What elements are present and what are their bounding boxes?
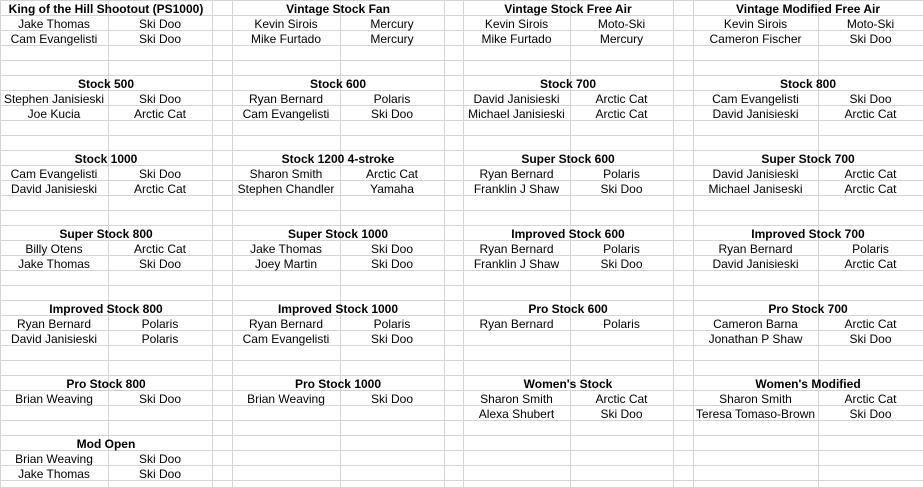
racer-name-cell[interactable]: Teresa Tomaso-Brown <box>695 407 816 421</box>
sled-make-cell[interactable]: Arctic Cat <box>844 107 897 121</box>
racer-name-cell[interactable]: Franklin J Shaw <box>473 257 560 271</box>
sled-make-cell[interactable]: Polaris <box>373 317 411 331</box>
sled-make-cell[interactable]: Ski Doo <box>370 107 414 121</box>
sled-make-cell[interactable]: Ski Doo <box>138 167 182 181</box>
sled-make-cell[interactable]: Arctic Cat <box>844 167 897 181</box>
class-title[interactable]: Stock 700 <box>539 77 597 91</box>
class-title[interactable]: Super Stock 1000 <box>287 227 389 241</box>
row-gridline <box>0 285 923 286</box>
sled-make-cell[interactable]: Ski Doo <box>138 392 182 406</box>
racer-name-cell[interactable]: Michael Janiseski <box>708 182 803 196</box>
racer-name-cell[interactable]: Brian Weaving <box>15 392 93 406</box>
racer-name-cell[interactable]: Ryan Bernard <box>479 242 554 256</box>
class-title[interactable]: Stock 500 <box>77 77 135 91</box>
sled-make-cell[interactable]: Mercury <box>370 17 414 31</box>
sled-make-cell[interactable]: Ski Doo <box>849 32 892 46</box>
racer-name-cell[interactable]: Jonathan P Shaw <box>708 332 803 346</box>
racer-name-cell[interactable]: Kevin Sirois <box>254 17 318 31</box>
sled-make-cell[interactable]: Arctic Cat <box>844 317 897 331</box>
class-title[interactable]: Improved Stock 1000 <box>277 302 399 316</box>
sled-make-cell[interactable]: Moto-Ski <box>846 17 895 31</box>
sled-make-cell[interactable]: Polaris <box>603 242 640 256</box>
sled-make-cell[interactable]: Polaris <box>603 167 640 181</box>
racer-name-cell[interactable]: Brian Weaving <box>15 452 93 466</box>
sled-make-cell[interactable]: Mercury <box>599 32 644 46</box>
row-gridline <box>0 300 923 301</box>
racer-name-cell[interactable]: Cam Evangelisti <box>242 332 330 346</box>
sled-make-cell[interactable]: Ski Doo <box>600 407 643 421</box>
row-gridline <box>0 0 923 1</box>
column-gridline <box>444 0 445 487</box>
class-title[interactable]: Women's Stock <box>523 377 613 391</box>
sled-make-cell[interactable]: Ski Doo <box>138 257 182 271</box>
class-title[interactable]: Pro Stock 600 <box>528 302 608 316</box>
class-title[interactable]: Stock 1000 <box>74 152 138 166</box>
class-title[interactable]: Vintage Stock Free Air <box>504 2 632 16</box>
class-title[interactable]: Stock 600 <box>309 77 367 91</box>
sled-make-cell[interactable]: Arctic Cat <box>595 92 648 106</box>
class-title[interactable]: Super Stock 700 <box>761 152 855 166</box>
sled-make-cell[interactable]: Arctic Cat <box>844 392 897 406</box>
racer-name-cell[interactable]: David Janisieski <box>712 107 799 121</box>
sled-make-cell[interactable]: Arctic Cat <box>133 242 186 256</box>
sled-make-cell[interactable]: Ski Doo <box>600 182 643 196</box>
racer-name-cell[interactable]: Brian Weaving <box>247 392 325 406</box>
racer-name-cell[interactable]: Kevin Sirois <box>723 17 788 31</box>
racer-name-cell[interactable]: Cam Evangelisti <box>10 32 98 46</box>
sled-make-cell[interactable]: Ski Doo <box>370 242 414 256</box>
row-gridline <box>0 225 923 226</box>
column-gridline <box>673 0 674 487</box>
sled-make-cell[interactable]: Ski Doo <box>370 392 414 406</box>
sled-make-cell[interactable]: Ski Doo <box>138 32 182 46</box>
racer-name-cell[interactable]: Mike Furtado <box>250 32 322 46</box>
racer-name-cell[interactable]: Ryan Bernard <box>248 317 324 331</box>
sled-make-cell[interactable]: Arctic Cat <box>844 182 897 196</box>
sled-make-cell[interactable]: Ski Doo <box>849 332 892 346</box>
sled-make-cell[interactable]: Ski Doo <box>138 17 182 31</box>
racer-name-cell[interactable]: Franklin J Shaw <box>473 182 560 196</box>
sled-make-cell[interactable]: Ski Doo <box>849 92 892 106</box>
class-title[interactable]: Super Stock 600 <box>521 152 615 166</box>
class-title[interactable]: Pro Stock 800 <box>66 377 146 391</box>
racer-name-cell[interactable]: Cam Evangelisti <box>10 167 98 181</box>
racer-name-cell[interactable]: Cam Evangelisti <box>242 107 330 121</box>
racer-name-cell[interactable]: Ryan Bernard <box>248 92 324 106</box>
racer-name-cell[interactable]: Sharon Smith <box>480 392 553 406</box>
racer-name-cell[interactable]: Billy Otens <box>25 242 83 256</box>
racer-name-cell[interactable]: Sharon Smith <box>249 167 323 181</box>
class-title[interactable]: King of the Hill Shootout (PS1000) <box>8 2 204 16</box>
sled-make-cell[interactable]: Yamaha <box>370 182 414 196</box>
row-gridline <box>0 375 923 376</box>
sled-make-cell[interactable]: Arctic Cat <box>595 107 648 121</box>
sled-make-cell[interactable]: Arctic Cat <box>133 107 186 121</box>
class-title[interactable]: Mod Open <box>76 437 136 451</box>
racer-name-cell[interactable]: Mike Furtado <box>481 32 552 46</box>
sled-make-cell[interactable]: Polaris <box>141 332 179 346</box>
class-title[interactable]: Super Stock 800 <box>59 227 153 241</box>
racer-name-cell[interactable]: David Janisieski <box>473 92 560 106</box>
class-title[interactable]: Improved Stock 700 <box>751 227 865 241</box>
class-title[interactable]: Stock 800 <box>779 77 837 91</box>
racer-name-cell[interactable]: Joe Kucia <box>27 107 81 121</box>
sled-make-cell[interactable]: Polaris <box>373 92 411 106</box>
class-title[interactable]: Vintage Modified Free Air <box>735 2 881 16</box>
racer-name-cell[interactable]: Jake Thomas <box>250 242 322 256</box>
racer-name-cell[interactable]: David Janisieski <box>10 182 98 196</box>
racer-name-cell[interactable]: Jake Thomas <box>18 257 90 271</box>
row-gridline <box>0 75 923 76</box>
row-gridline <box>0 60 923 61</box>
racer-name-cell[interactable]: David Janisieski <box>712 257 799 271</box>
sled-make-cell[interactable]: Ski Doo <box>849 407 892 421</box>
racer-name-cell[interactable]: Ryan Bernard <box>718 242 793 256</box>
racer-name-cell[interactable]: Stephen Janisieski <box>3 92 105 106</box>
class-title[interactable]: Stock 1200 4-stroke <box>281 152 395 166</box>
racer-name-cell[interactable]: Ryan Bernard <box>16 317 92 331</box>
racer-name-cell[interactable]: Michael Janisieski <box>468 107 565 121</box>
sled-make-cell[interactable]: Polaris <box>141 317 179 331</box>
row-gridline <box>0 435 923 436</box>
sled-make-cell[interactable]: Ski Doo <box>138 92 182 106</box>
class-title[interactable]: Vintage Stock Fan <box>286 2 390 16</box>
sled-make-cell[interactable]: Moto-Ski <box>597 17 646 31</box>
sled-make-cell[interactable]: Polaris <box>603 317 640 331</box>
class-title[interactable]: Improved Stock 600 <box>511 227 625 241</box>
column-gridline <box>212 0 213 487</box>
racer-name-cell[interactable]: Sharon Smith <box>719 392 792 406</box>
sled-make-cell[interactable]: Ski Doo <box>370 257 414 271</box>
class-title[interactable]: Pro Stock 700 <box>768 302 848 316</box>
racer-name-cell[interactable]: Cameron Fischer <box>709 32 802 46</box>
row-gridline <box>0 360 923 361</box>
racer-name-cell[interactable]: Stephen Chandler <box>237 182 335 196</box>
sled-make-cell[interactable]: Ski Doo <box>138 452 182 466</box>
sled-make-cell[interactable]: Ski Doo <box>138 467 182 481</box>
row-gridline <box>0 135 923 136</box>
sled-make-cell[interactable]: Arctic Cat <box>595 392 648 406</box>
class-title[interactable]: Women's Modified <box>755 377 861 391</box>
class-title[interactable]: Improved Stock 800 <box>49 302 163 316</box>
racer-name-cell[interactable]: Cameron Barna <box>713 317 798 331</box>
class-title[interactable]: Pro Stock 1000 <box>294 377 382 391</box>
racer-name-cell[interactable]: Ryan Bernard <box>479 167 554 181</box>
row-gridline <box>0 150 923 151</box>
sled-make-cell[interactable]: Arctic Cat <box>365 167 418 181</box>
racer-name-cell[interactable]: Cam Evangelisti <box>712 92 799 106</box>
sled-make-cell[interactable]: Polaris <box>852 242 889 256</box>
racer-name-cell[interactable]: Joey Martin <box>254 257 318 271</box>
racer-name-cell[interactable]: David Janisieski <box>10 332 98 346</box>
sled-make-cell[interactable]: Ski Doo <box>370 332 414 346</box>
racer-name-cell[interactable]: Jake Thomas <box>18 17 90 31</box>
racer-name-cell[interactable]: Ryan Bernard <box>479 317 554 331</box>
sled-make-cell[interactable]: Ski Doo <box>600 257 643 271</box>
sled-make-cell[interactable]: Arctic Cat <box>844 257 897 271</box>
racer-name-cell[interactable]: Jake Thomas <box>18 467 90 481</box>
sled-make-cell[interactable]: Mercury <box>370 32 414 46</box>
racer-name-cell[interactable]: David Janisieski <box>712 167 799 181</box>
row-gridline <box>0 210 923 211</box>
racer-name-cell[interactable]: Kevin Sirois <box>484 17 549 31</box>
sled-make-cell[interactable]: Arctic Cat <box>133 182 186 196</box>
racer-name-cell[interactable]: Alexa Shubert <box>478 407 555 421</box>
